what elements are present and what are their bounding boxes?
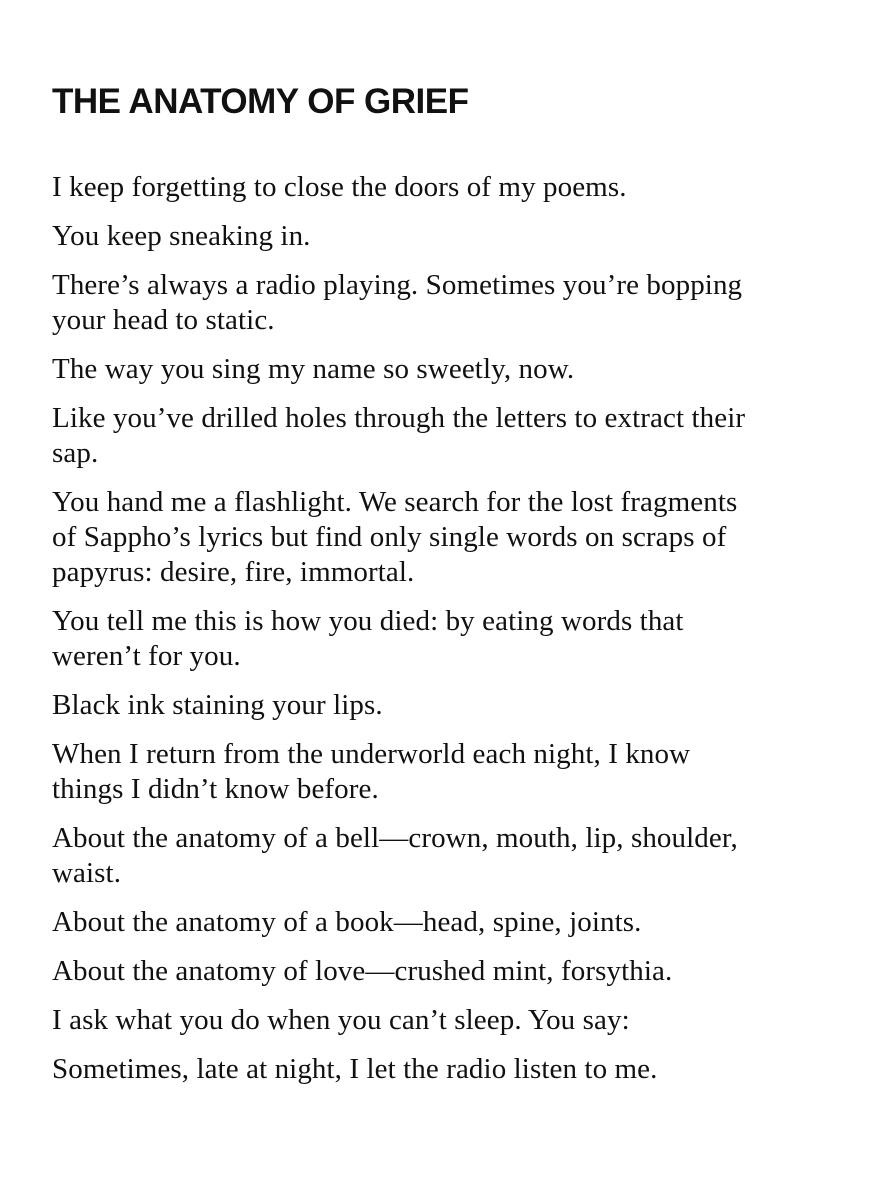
stanza-14: [52, 1052, 811, 1087]
line: I ask what you do when you can’t sleep. You say:: [52, 1004, 630, 1036]
line: You tell me this is how you died: by eating words that: [52, 605, 684, 637]
line: Sometimes, late at night, I let the radio listen to me.: [52, 1053, 658, 1085]
stanza-1: [52, 170, 811, 205]
line: your head to static.: [52, 304, 275, 336]
poem-body: [52, 170, 811, 1087]
line: of Sappho’s lyrics but find only single words on scraps of: [52, 521, 727, 553]
line: You hand me a flashlight. We search for the lost fragments: [52, 486, 738, 518]
stanza-10: [52, 821, 811, 891]
line: About the anatomy of a book—head, spine, joints.: [52, 906, 642, 938]
line: weren’t for you.: [52, 640, 241, 672]
line: About the anatomy of love—crushed mint, forsythia.: [52, 955, 673, 987]
stanza-11: [52, 905, 811, 940]
line: About the anatomy of a bell—crown, mouth, lip, shoulder,: [52, 822, 738, 854]
poem-title: THE ANATOMY OF GRIEF: [52, 82, 469, 121]
stanza-8: [52, 688, 811, 723]
line: things I didn’t know before.: [52, 773, 379, 805]
line: sap.: [52, 437, 99, 469]
line: When I return from the underworld each night, I know: [52, 738, 691, 770]
stanza-3: [52, 268, 811, 338]
line: The way you sing my name so sweetly, now.: [52, 353, 575, 385]
line: I keep forgetting to close the doors of my poems.: [52, 171, 627, 203]
stanza-9: [52, 737, 811, 807]
line: Like you’ve drilled holes through the letters to extract their: [52, 402, 746, 434]
stanza-2: [52, 219, 811, 254]
stanza-6: [52, 485, 811, 590]
line: There’s always a radio playing. Sometimes you’re bopping: [52, 269, 743, 301]
line: waist.: [52, 857, 122, 889]
line: Black ink staining your lips.: [52, 689, 383, 721]
stanza-5: [52, 401, 811, 471]
stanza-4: [52, 352, 811, 387]
line: papyrus: desire, fire, immortal.: [52, 556, 415, 588]
line: You keep sneaking in.: [52, 220, 311, 252]
stanza-12: [52, 954, 811, 989]
stanza-13: [52, 1003, 811, 1038]
stanza-7: [52, 604, 811, 674]
